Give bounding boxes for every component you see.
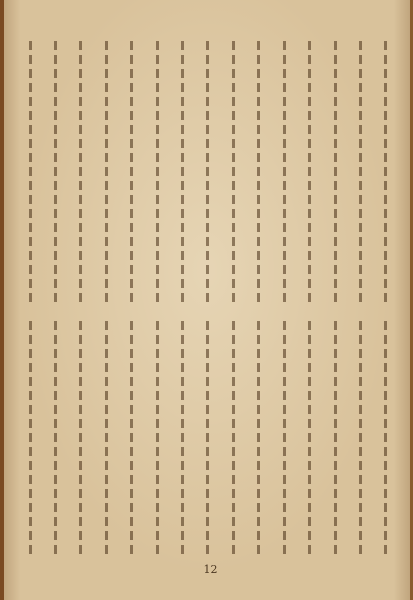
text-column bbox=[171, 318, 195, 554]
text-column bbox=[247, 40, 271, 302]
text-column bbox=[348, 318, 372, 554]
text-column bbox=[298, 318, 322, 554]
text-column bbox=[69, 40, 93, 302]
text-column bbox=[323, 318, 347, 554]
text-column bbox=[18, 40, 42, 302]
text-column bbox=[298, 40, 322, 302]
text-column bbox=[120, 318, 144, 554]
text-column bbox=[374, 40, 398, 302]
text-column bbox=[247, 318, 271, 554]
text-column bbox=[374, 318, 398, 554]
upper-text-block bbox=[18, 40, 398, 302]
text-column bbox=[120, 40, 144, 302]
text-column bbox=[43, 40, 67, 302]
page-number: 12 bbox=[203, 563, 218, 576]
lower-text-block bbox=[18, 318, 398, 554]
text-column bbox=[94, 40, 118, 302]
text-column bbox=[171, 40, 195, 302]
text-column bbox=[18, 318, 42, 554]
text-column bbox=[272, 318, 296, 554]
text-column bbox=[272, 40, 296, 302]
text-column bbox=[69, 318, 93, 554]
text-column bbox=[145, 40, 169, 302]
text-column bbox=[221, 318, 245, 554]
text-column bbox=[43, 318, 67, 554]
text-column bbox=[145, 318, 169, 554]
text-column bbox=[94, 318, 118, 554]
text-column bbox=[196, 40, 220, 302]
text-column bbox=[221, 40, 245, 302]
text-column bbox=[348, 40, 372, 302]
text-column bbox=[323, 40, 347, 302]
text-column bbox=[196, 318, 220, 554]
